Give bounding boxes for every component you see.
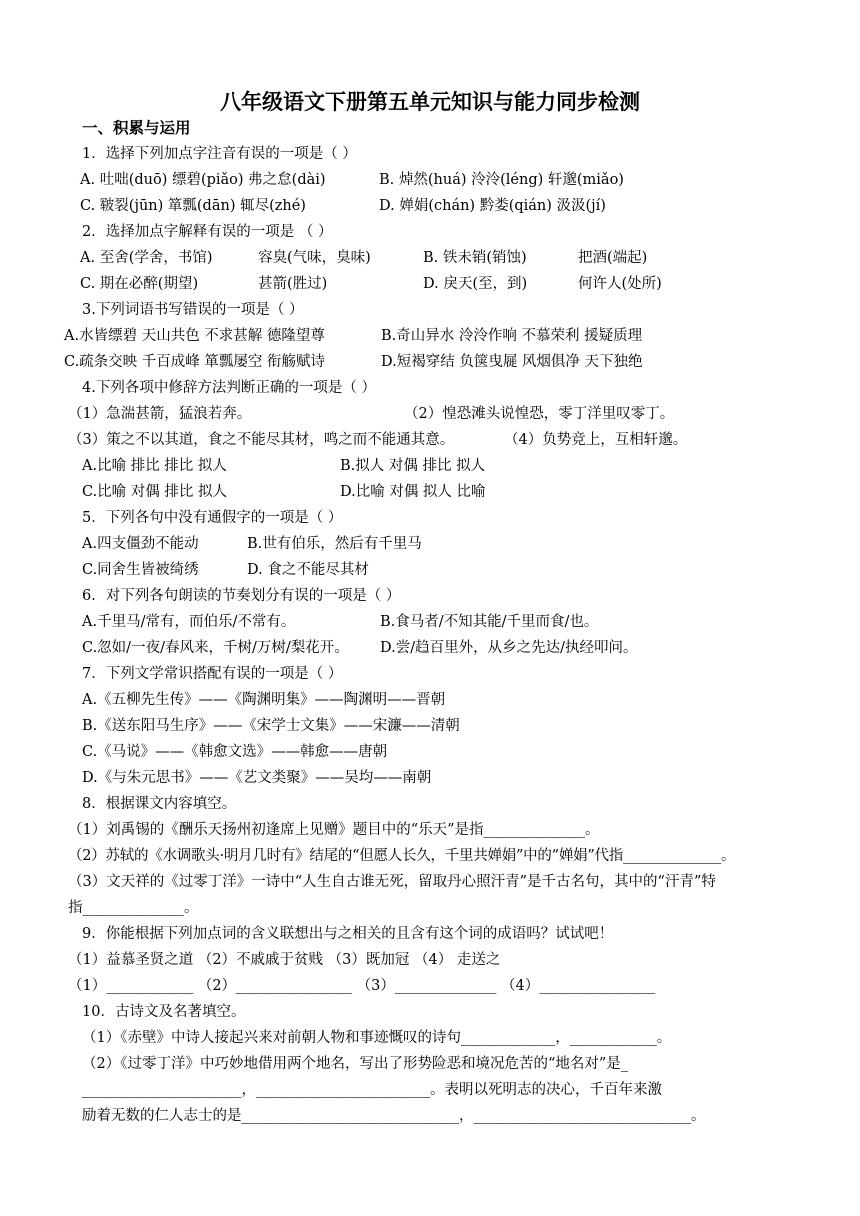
option-a: A.比喻 排比 排比 拟人 (82, 458, 227, 474)
sub-question-2-cont-2: 励着无数的仁人志士的是______________________________，______________________________。 (82, 1108, 706, 1124)
option-c: C.忽如/一夜/春风来，千树/万树/梨花开。 (82, 640, 349, 656)
option-b: B.拟人 对偶 排比 拟人 (340, 458, 486, 474)
option-b: B. 铁未销(销蚀) (423, 250, 527, 266)
sub-question-2: （2）苏轼的《水调歌头·明月几时有》结尾的“但愿人长久，千里共婵娟”中的“婵娟”代指______________。 (68, 848, 736, 864)
question-stem: 2．选择加点字解释有误的一项是 （ ） (82, 224, 333, 240)
question-stem: 4.下列各项中修辞方法判断正确的一项是（ ） (82, 380, 376, 396)
option-d: D.尝/趋百里外，从乡之先达/执经叩问。 (380, 640, 638, 656)
option-a: A.四支僵劲不能动 (82, 536, 199, 552)
sentence-2: （2）惶恐滩头说惶恐，零丁洋里叹零丁。 (404, 406, 675, 422)
sentence-3: （3）策之不以其道，食之不能尽其材，鸣之而不能通其意。 (68, 432, 455, 448)
option-d: D. 婵娟(chán) 黔娄(qián) 汲汲(jí) (379, 198, 606, 214)
sentence-1: （1）急湍甚箭，猛浪若奔。 (68, 406, 252, 422)
section-heading: 一、积累与运用 (82, 119, 191, 137)
option-a: A. 吐咄(duō) 缥碧(piǎo) 弗之怠(dài) (80, 172, 326, 188)
option-d: D. 食之不能尽其材 (247, 562, 369, 578)
option-c: C.比喻 对偶 排比 拟人 (82, 484, 228, 500)
question-stem: 8．根据课文内容填空。 (82, 796, 237, 812)
option-d: D.短褐穿结 负箧曳屣 风烟俱净 天下独绝 (381, 354, 643, 370)
option-b-2: 把酒(端起) (578, 250, 648, 266)
option-a: A. 至舍(学舍，书馆) (80, 250, 213, 266)
option-d: D. 戾天(至，到) (423, 276, 528, 292)
option-a: A.水皆缥碧 天山共色 不求甚解 德隆望尊 (64, 328, 325, 344)
option-b: B.《送东阳马生序》——《宋学士文集》——宋濂——清朝 (82, 718, 460, 734)
option-d-2: 何许人(处所) (578, 276, 662, 292)
question-stem: 7．下列文学常识搭配有误的一项是（ ） (82, 666, 343, 682)
option-c: C. 皲裂(jūn) 箪瓢(dān) 辄尽(zhé) (80, 198, 306, 214)
option-b: B.奇山异水 泠泠作响 不慕荣利 援疑质理 (381, 328, 643, 344)
item-list: （1）益慕圣贤之道 （2）不戚戚于贫贱 （3）既加冠 （4） 走送之 (68, 952, 501, 968)
page-title: 八年级语文下册第五单元知识与能力同步检测 (220, 90, 640, 114)
option-b: B.食马者/不知其能/千里而食/也。 (380, 614, 599, 630)
option-d: D.比喻 对偶 拟人 比喻 (340, 484, 486, 500)
question-stem: 5．下列各句中没有通假字的一项是（ ） (82, 510, 343, 526)
sub-question-2-cont: ______________________，________________________。表明以死明志的决心，千百年来激 (82, 1082, 662, 1098)
sub-question-2: （2）《过零丁洋》中巧妙地借用两个地名，写出了形势险恶和境况危苦的“地名对”是_ (82, 1056, 629, 1072)
sub-question-3-cont: 指______________。 (68, 900, 199, 916)
option-a: A.千里马/常有，而伯乐/不常有。 (82, 614, 296, 630)
question-stem: 6．对下列各句朗读的节奏划分有误的一项是（ ） (82, 588, 401, 604)
question-stem: 3.下列词语书写错误的一项是（ ） (82, 302, 304, 318)
option-c: C.疏条交映 千百成峰 箪瓢屡空 衔觞赋诗 (64, 354, 326, 370)
sentence-4: （4）负势竞上，互相轩邈。 (504, 432, 688, 448)
sub-question-1: （1）《赤壁》中诗人接起兴来对前朝人物和事迹慨叹的诗句_____________，____________。 (82, 1030, 672, 1046)
option-b: B. 焯然(huá) 泠泠(léng) 轩邈(miǎo) (379, 172, 624, 188)
option-c: C. 期在必醉(期望) (80, 276, 199, 292)
option-c-2: 甚箭(胜过) (258, 276, 328, 292)
option-d: D.《与朱元思书》——《艺文类聚》——吴均——南朝 (82, 770, 432, 786)
option-b: B.世有伯乐，然后有千里马 (247, 536, 422, 552)
sub-question-3: （3）文天祥的《过零丁洋》一诗中“人生自古谁无死，留取丹心照汗青”是千古名句，其中的“汗青”特 (68, 874, 716, 890)
sub-question-1: （1）刘禹锡的《酬乐天扬州初逢席上见赠》题目中的“乐天”是指______________。 (68, 822, 600, 838)
option-c: C.《马说》——《韩愈文选》——韩愈——唐朝 (82, 744, 388, 760)
option-a-2: 容臭(气味，臭味) (258, 250, 371, 266)
option-c: C.同舍生皆被绮绣 (82, 562, 199, 578)
question-stem: 10．古诗文及名著填空。 (82, 1004, 246, 1020)
question-stem: 9．你能根据下列加点词的含义联想出与之相关的且含有这个词的成语吗？试试吧！ (82, 926, 614, 942)
question-stem: 1．选择下列加点字注音有误的一项是（ ） (82, 146, 357, 162)
answer-blanks: （1）____________ （2）________________ （3）______________ （4）________________ (68, 978, 656, 994)
option-a: A.《五柳先生传》——《陶渊明集》——陶渊明——晋朝 (82, 692, 446, 708)
